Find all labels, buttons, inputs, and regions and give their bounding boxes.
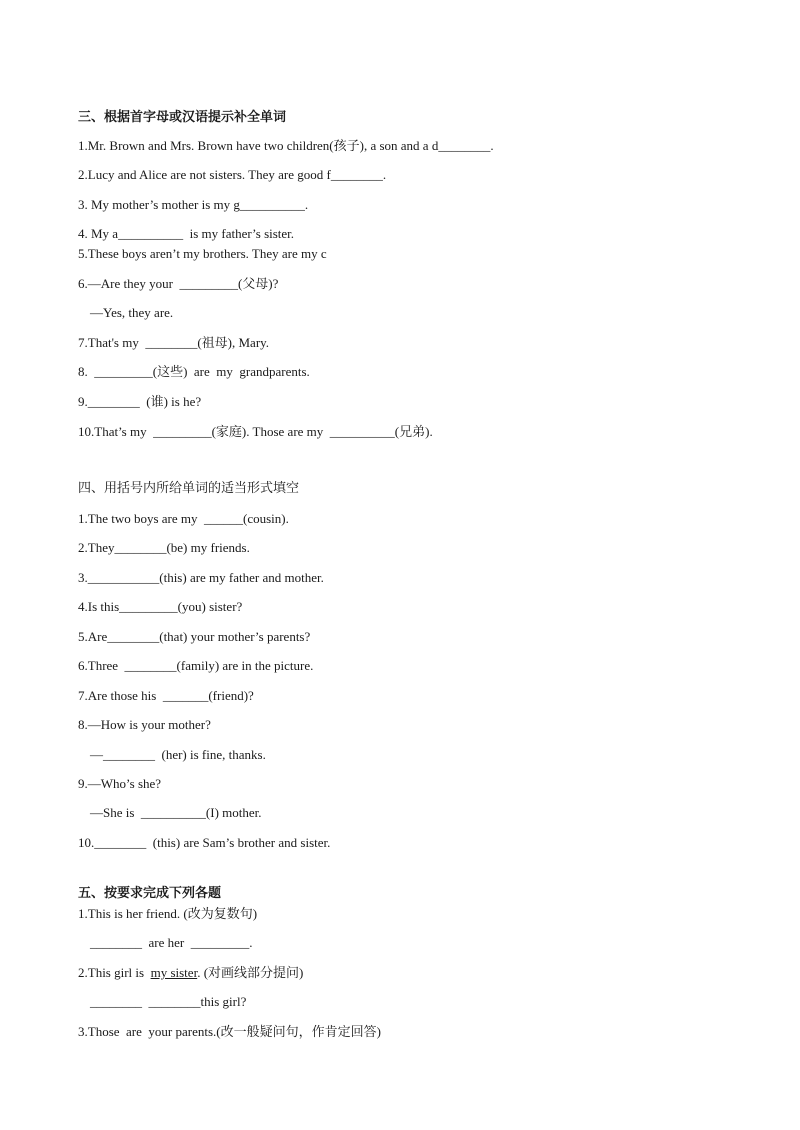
s3-question-10: 10.That’s my _________(家庭). Those are my __________(兄弟). [78, 424, 433, 439]
s4-question-8: 8.—How is your mother? [78, 717, 211, 732]
s4-question-1: 1.The two boys are my ______(cousin). [78, 511, 289, 526]
s4-question-4: 4.Is this_________(you) sister? [78, 599, 243, 614]
section-4-title: 四、用括号内所给单词的适当形式填空 [78, 481, 300, 496]
s4-question-7: 7.Are those his _______(friend)? [78, 688, 254, 703]
s3-question-6: 6.—Are they your _________(父母)? [78, 276, 279, 291]
s4-question-6: 6.Three ________(family) are in the picture. [78, 658, 314, 673]
s3-question-8: 8. _________(这些) are my grandparents. [78, 364, 310, 379]
s3-question-6-answer: —Yes, they are. [90, 305, 174, 320]
s4-question-3: 3.___________(this) are my father and mother. [78, 570, 324, 585]
s3-question-2: 2.Lucy and Alice are not sisters. They are good f________. [78, 167, 387, 182]
s3-question-4: 4. My a__________ is my father’s sister. [78, 226, 295, 241]
s4-question-8-answer: —________ (her) is fine, thanks. [90, 747, 266, 762]
s4-question-9-answer: —She is __________(I) mother. [90, 805, 262, 820]
s3-question-7: 7.That's my ________(祖母), Mary. [78, 335, 270, 350]
section-5-title: 五、按要求完成下列各题 [78, 886, 222, 901]
s3-question-1: 1.Mr. Brown and Mrs. Brown have two children(孩子), a son and a d________. [78, 138, 494, 153]
s5-question-3: 3.Those are your parents.(改一般疑问句，作肯定回答) [78, 1024, 381, 1039]
s5-q2-prefix: 2.This girl is [78, 965, 151, 980]
s4-question-2: 2.They________(be) my friends. [78, 540, 250, 555]
s3-question-5: 5.These boys aren’t my brothers. They are my c [78, 246, 327, 261]
s5-question-2 [78, 965, 303, 981]
s5-q2-suffix: . (对画线部分提问) [197, 965, 304, 980]
s5-question-1: 1.This is her friend. (改为复数句) [78, 906, 258, 921]
s4-question-5: 5.Are________(that) your mother’s parents? [78, 629, 311, 644]
s3-question-3: 3. My mother’s mother is my g__________. [78, 197, 309, 212]
section-3-title: 三、根据首字母或汉语提示补全单词 [78, 110, 287, 125]
s4-question-9: 9.—Who’s she? [78, 776, 162, 791]
s5-question-1-answer: ________ are her _________. [90, 935, 253, 950]
s5-q2-underlined-phrase: my sister [150, 965, 198, 980]
s3-question-9: 9.________ (谁) is he? [78, 394, 202, 409]
s5-question-2-answer: ________ ________this girl? [90, 994, 247, 1009]
s4-question-10: 10.________ (this) are Sam’s brother and sister. [78, 835, 331, 850]
